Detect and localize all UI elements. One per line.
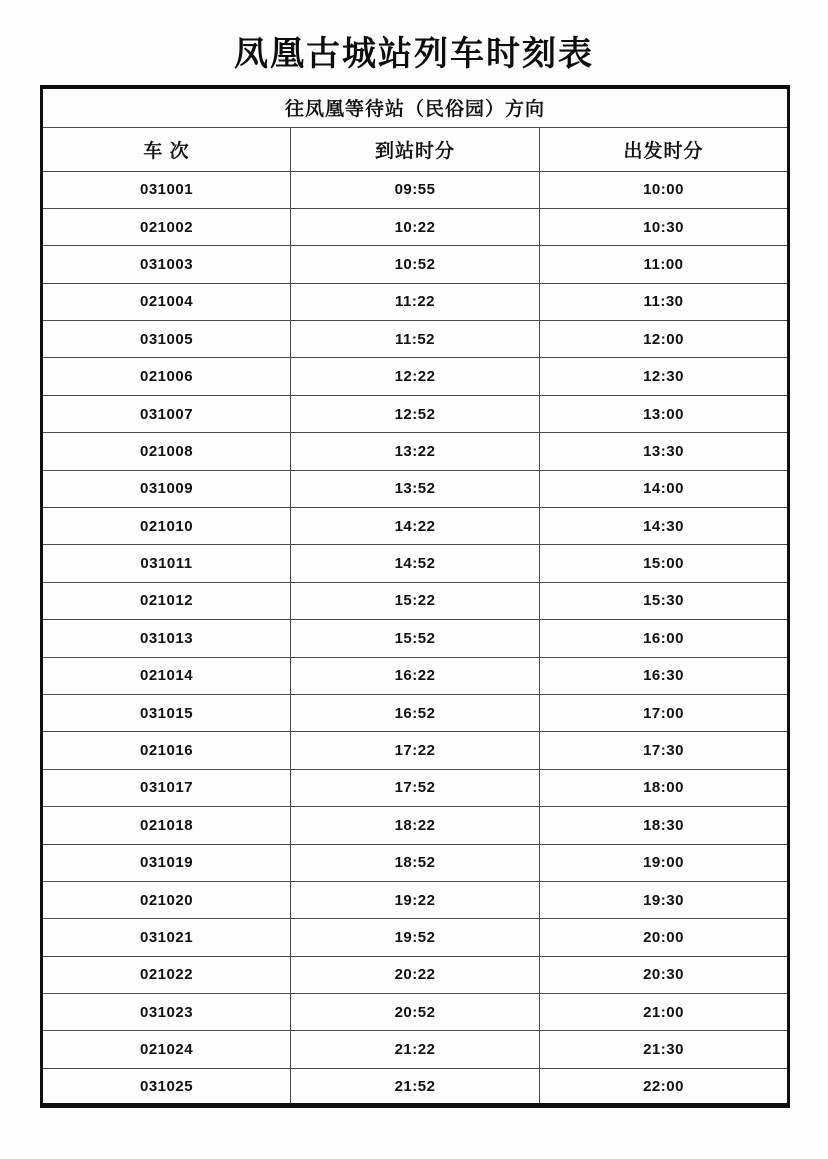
departure-time-cell: 13:30 — [540, 433, 789, 470]
departure-time-cell: 21:30 — [540, 1031, 789, 1068]
arrival-time-cell: 16:22 — [291, 657, 540, 694]
arrival-time-cell: 10:22 — [291, 208, 540, 245]
table-row — [42, 321, 789, 358]
train-number-cell: 021010 — [42, 508, 291, 545]
train-number-cell: 031005 — [42, 321, 291, 358]
arrival-time-cell: 17:52 — [291, 769, 540, 806]
table-row — [42, 657, 789, 694]
table-row — [42, 807, 789, 844]
column-header-departure: 出发时分 — [540, 127, 789, 171]
arrival-time-cell: 11:52 — [291, 321, 540, 358]
table-row — [42, 844, 789, 881]
departure-time-cell: 20:30 — [540, 956, 789, 993]
table-row — [42, 283, 789, 320]
table-row — [42, 956, 789, 993]
departure-time-cell: 11:30 — [540, 283, 789, 320]
arrival-time-cell: 12:22 — [291, 358, 540, 395]
arrival-time-cell: 12:52 — [291, 395, 540, 432]
departure-time-cell: 17:00 — [540, 694, 789, 731]
train-number-cell: 031023 — [42, 994, 291, 1031]
table-row — [42, 358, 789, 395]
train-number-cell: 021022 — [42, 956, 291, 993]
train-number-cell: 021012 — [42, 582, 291, 619]
page-title: 凤凰古城站列车时刻表 — [234, 35, 594, 73]
train-number-cell: 031011 — [42, 545, 291, 582]
arrival-time-cell: 16:52 — [291, 694, 540, 731]
departure-time-cell: 19:30 — [540, 881, 789, 918]
departure-time-cell: 20:00 — [540, 919, 789, 956]
arrival-time-cell: 09:55 — [291, 171, 540, 208]
table-row — [42, 994, 789, 1031]
train-number-cell: 021016 — [42, 732, 291, 769]
arrival-time-cell: 15:22 — [291, 582, 540, 619]
table-row — [42, 1031, 789, 1068]
arrival-time-cell: 19:22 — [291, 881, 540, 918]
arrival-time-cell: 14:52 — [291, 545, 540, 582]
departure-time-cell: 16:30 — [540, 657, 789, 694]
table-row — [42, 694, 789, 731]
table-row — [42, 769, 789, 806]
arrival-time-cell: 10:52 — [291, 246, 540, 283]
table-row — [42, 881, 789, 918]
departure-time-cell: 18:30 — [540, 807, 789, 844]
table-row — [42, 1068, 789, 1105]
table-row — [42, 208, 789, 245]
train-number-cell: 031019 — [42, 844, 291, 881]
departure-time-cell: 22:00 — [540, 1068, 789, 1105]
arrival-time-cell: 21:22 — [291, 1031, 540, 1068]
arrival-time-cell: 13:22 — [291, 433, 540, 470]
departure-time-cell: 10:30 — [540, 208, 789, 245]
train-number-cell: 031017 — [42, 769, 291, 806]
train-number-cell: 021008 — [42, 433, 291, 470]
arrival-time-cell: 18:22 — [291, 807, 540, 844]
table-row — [42, 433, 789, 470]
departure-time-cell: 21:00 — [540, 994, 789, 1031]
arrival-time-cell: 21:52 — [291, 1068, 540, 1105]
direction-header: 往凤凰等待站（民俗园）方向 — [42, 87, 789, 127]
train-number-cell: 021004 — [42, 283, 291, 320]
table-row — [42, 470, 789, 507]
arrival-time-cell: 14:22 — [291, 508, 540, 545]
train-number-cell: 031007 — [42, 395, 291, 432]
arrival-time-cell: 13:52 — [291, 470, 540, 507]
train-number-cell: 021002 — [42, 208, 291, 245]
column-header-arrival: 到站时分 — [291, 127, 540, 171]
departure-time-cell: 16:00 — [540, 620, 789, 657]
table-row — [42, 582, 789, 619]
departure-time-cell: 18:00 — [540, 769, 789, 806]
departure-time-cell: 14:00 — [540, 470, 789, 507]
table-row — [42, 545, 789, 582]
table-row — [42, 919, 789, 956]
train-number-cell: 031001 — [42, 171, 291, 208]
train-number-cell: 031003 — [42, 246, 291, 283]
table-row — [42, 246, 789, 283]
departure-time-cell: 12:00 — [540, 321, 789, 358]
train-timetable — [40, 85, 790, 1108]
direction-header-row — [42, 87, 789, 127]
arrival-time-cell: 11:22 — [291, 283, 540, 320]
departure-time-cell: 10:00 — [540, 171, 789, 208]
departure-time-cell: 15:00 — [540, 545, 789, 582]
departure-time-cell: 19:00 — [540, 844, 789, 881]
departure-time-cell: 13:00 — [540, 395, 789, 432]
train-number-cell: 031025 — [42, 1068, 291, 1105]
departure-time-cell: 17:30 — [540, 732, 789, 769]
table-row — [42, 732, 789, 769]
train-number-cell: 021020 — [42, 881, 291, 918]
train-number-cell: 021024 — [42, 1031, 291, 1068]
train-number-cell: 021018 — [42, 807, 291, 844]
table-row — [42, 508, 789, 545]
departure-time-cell: 11:00 — [540, 246, 789, 283]
table-row — [42, 620, 789, 657]
arrival-time-cell: 20:52 — [291, 994, 540, 1031]
departure-time-cell: 14:30 — [540, 508, 789, 545]
arrival-time-cell: 19:52 — [291, 919, 540, 956]
departure-time-cell: 12:30 — [540, 358, 789, 395]
table-row — [42, 171, 789, 208]
table-row — [42, 395, 789, 432]
train-number-cell: 031013 — [42, 620, 291, 657]
train-number-cell: 021006 — [42, 358, 291, 395]
column-header-train-no: 车 次 — [42, 127, 291, 171]
arrival-time-cell: 17:22 — [291, 732, 540, 769]
train-number-cell: 031009 — [42, 470, 291, 507]
train-number-cell: 031015 — [42, 694, 291, 731]
arrival-time-cell: 15:52 — [291, 620, 540, 657]
timetable-body — [42, 171, 789, 1106]
arrival-time-cell: 20:22 — [291, 956, 540, 993]
departure-time-cell: 15:30 — [540, 582, 789, 619]
train-number-cell: 021014 — [42, 657, 291, 694]
arrival-time-cell: 18:52 — [291, 844, 540, 881]
train-number-cell: 031021 — [42, 919, 291, 956]
column-header-row — [42, 127, 789, 171]
